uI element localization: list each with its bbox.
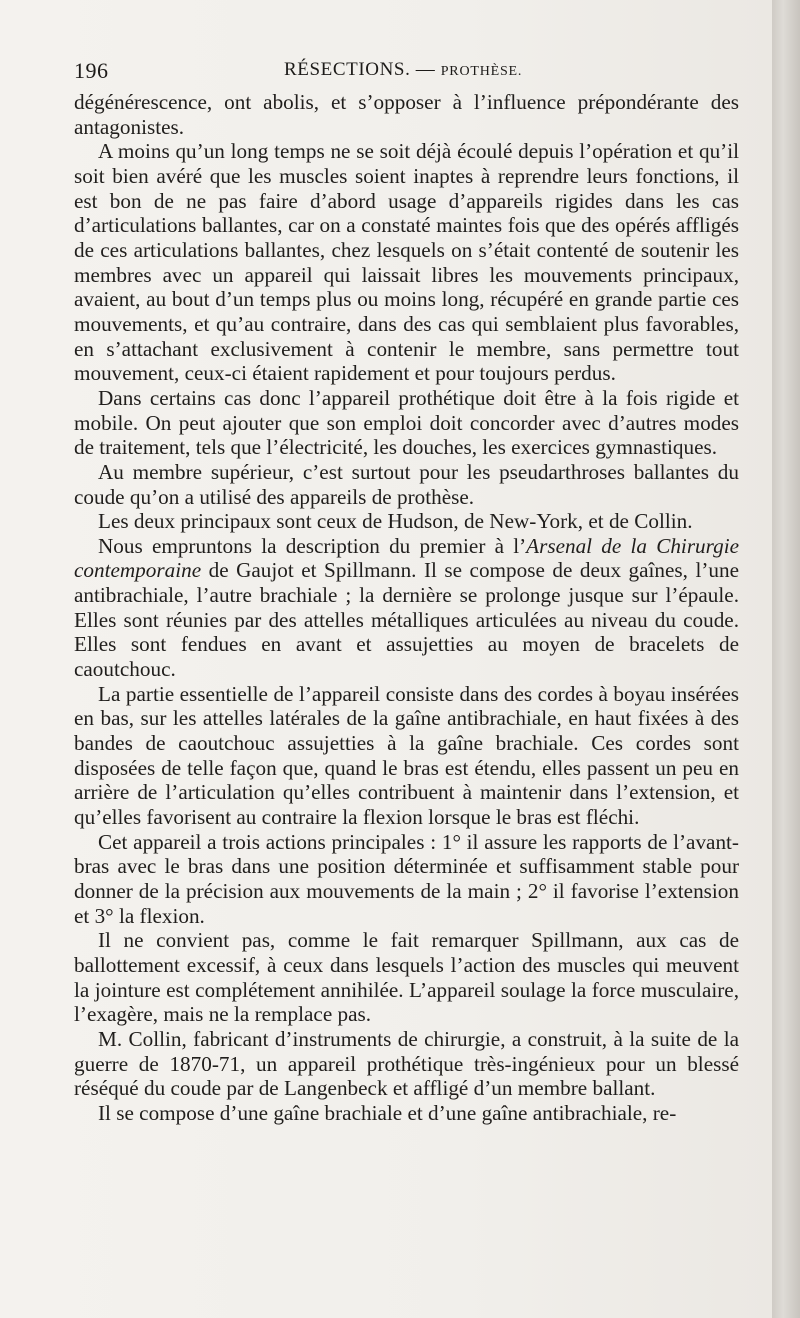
running-title [284, 59, 522, 81]
running-title-sub: PROTHÈSE. [440, 64, 523, 79]
paragraph [74, 928, 739, 1027]
body-text [74, 90, 739, 1126]
paragraph [74, 534, 739, 682]
paragraph [74, 1101, 739, 1126]
paragraph-text: Il se compose d’une gaîne brachiale et d’une gaîne antibrachiale, re- [98, 1100, 677, 1125]
paragraph [74, 1027, 739, 1101]
paragraph-text: Nous empruntons la description du premier à l’ [98, 533, 527, 558]
paragraph-text: de Gaujot et Spillmann. Il se compose de deux gaînes, l’une antibrachiale, l’autre brachiale ; la dernière se prolonge jusque sur l’épaule. Elles sont réunies par des attelles métalliques articulées au niveau du coude. Elles sont fendues en avant et assujetties au moyen de bracelets de caoutchouc. [74, 558, 739, 682]
paragraph [74, 90, 739, 139]
paragraph [74, 509, 739, 534]
paragraph-text: Les deux principaux sont ceux de Hudson, de New-York, et de Collin. [98, 509, 693, 534]
paragraph [74, 682, 739, 830]
paragraph-text: A moins qu’un long temps ne se soit déjà écoulé depuis l’opération et qu’il soit bien avéré que les muscles soient inaptes à reprendre leurs fonctions, il est bon de ne pas faire d’abord usage d’appareils rigides dans les cas d’articulations ballantes, car on a constaté maintes fois que des opérés affligés de ces articulations ballantes, chez lesquels on s’était contenté de soutenir les membres avec un appareil qui laissait libres les mouvements principaux, avaient, au bout d’un temps plus ou moins long, récupéré en grande partie ces mouvements, et qu’au contraire, dans des cas qui semblaient plus favorables, en s’attachant exclusivement à contenir le membre, sans permettre tout mouvement, ceux-ci étaient rapidement et pour toujours perdus. [74, 139, 739, 386]
paragraph-text: Il ne convient pas, comme le fait remarquer Spillmann, aux cas de ballottement excessif, à ceux dans lesquels l’action des muscles qui meuvent la jointure est complétement annihilée. L’appareil soulage la force musculaire, l’exagère, mais ne la remplace pas. [74, 928, 739, 1027]
paragraph [74, 139, 739, 386]
italic-title: Arsenal de la Chirurgie contemporaine [74, 533, 739, 583]
paragraph-text: M. Collin, fabricant d’instruments de chirurgie, a construit, à la suite de la guerre de 1870-71, un appareil prothétique très-ingénieux pour un blessé réséqué du coude par de Langenbeck et affligé d’un membre ballant. [74, 1026, 739, 1101]
page-header [74, 58, 739, 88]
paragraph-text: Cet appareil a trois actions principales : 1° il assure les rapports de l’avant-bras avec le bras dans une position déterminée et suffisamment stable pour donner de la précision aux mouvements de la main ; 2° il favorise l’extension et 3° la flexion. [74, 829, 739, 928]
page-number: 196 [74, 58, 109, 83]
paragraph-text: La partie essentielle de l’appareil consiste dans des cordes à boyau insérées en bas, sur les attelles latérales de la gaîne antibrachiale, en haut fixées à des bandes de caoutchouc assujetties à la gaîne brachiale. Ces cordes sont disposées de telle façon que, quand le bras est étendu, elles passent un peu en arrière de l’articulation qu’elles contribuent à maintenir dans l’extension, et qu’elles favorisent au contraire la flexion lorsque le bras est fléchi. [74, 681, 739, 830]
page-edge [772, 0, 800, 1318]
paragraph [74, 386, 739, 460]
paragraph [74, 830, 739, 929]
paragraph-text: Dans certains cas donc l’appareil prothétique doit être à la fois rigide et mobile. On peut ajouter que son emploi doit concorder avec d’autres modes de traitement, tels que l’électricité, les douches, les exercices gymnastiques. [74, 385, 739, 460]
paragraph [74, 460, 739, 509]
paragraph-text: dégénérescence, ont abolis, et s’opposer à l’influence prépondérante des antagonistes. [74, 90, 739, 139]
paragraph-text: Au membre supérieur, c’est surtout pour les pseudarthroses ballantes du coude qu’on a utilisé des appareils de prothèse. [74, 459, 739, 509]
running-title-main: RÉSECTIONS. — [284, 59, 441, 80]
